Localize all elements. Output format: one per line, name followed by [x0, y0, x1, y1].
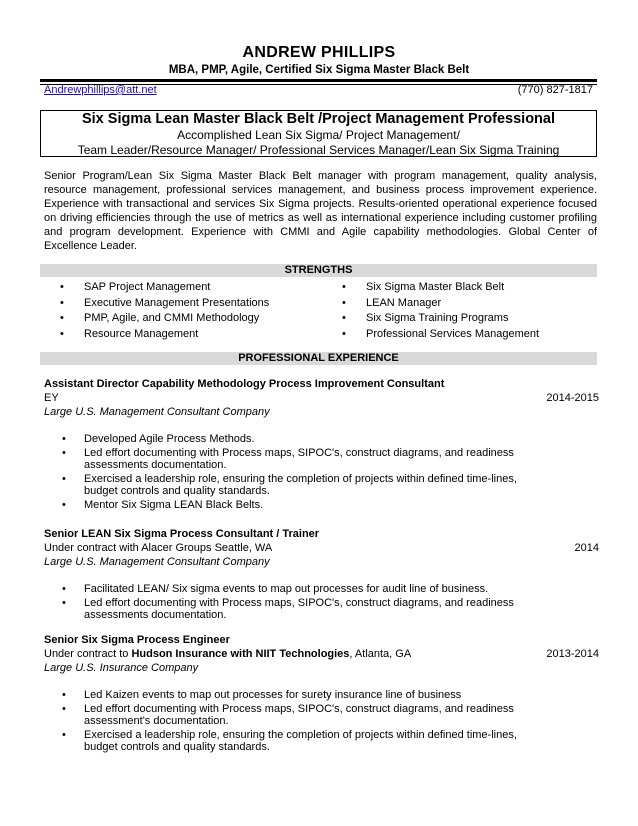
list-item: • Facilitated LEAN/ Six sigma events to map out processes for audit line of business.: [44, 583, 599, 596]
job-title: Assistant Director Capability Methodology Process Improvement Consultant: [44, 378, 445, 390]
list-item: • Exercised a leadership role, ensuring the completion of projects within defined time-lines, budget controls and quality standards.: [44, 473, 599, 498]
experience-heading: PROFESSIONAL EXPERIENCE: [40, 352, 597, 365]
list-item: • Developed Agile Process Methods.: [44, 433, 599, 446]
job-years: 2014: [574, 542, 599, 554]
list-item: • Led Kaizen events to map out processes for surety insurance line of business: [44, 689, 599, 702]
list-item: • Led effort documenting with Process maps, SIPOC's, construct diagrams, and readiness assessments documentation.: [44, 447, 599, 472]
job-bullets: [44, 433, 599, 511]
headline-title: Six Sigma Lean Master Black Belt /Project Management Professional: [81, 111, 556, 127]
job-years: 2014-2015: [546, 392, 599, 404]
headline-box: [40, 110, 597, 157]
strength-item: • Professional Services Management: [342, 327, 597, 343]
list-item: • Led effort documenting with Process maps, SIPOC's, construct diagrams, and readiness assessments documentation.: [44, 597, 599, 622]
strength-item: • Resource Management: [60, 327, 330, 343]
job-company: Large U.S. Management Consultant Company: [44, 556, 270, 568]
job-employer-prefix: Under contract to: [44, 648, 132, 660]
job-employer-row: [44, 391, 599, 405]
headline-subtitle-1: Accomplished Lean Six Sigma/ Project Management/: [177, 128, 460, 142]
job-entry: [44, 633, 599, 755]
list-item: • Exercised a leadership role, ensuring the completion of projects within defined time-lines, budget controls and quality standards.: [44, 729, 599, 754]
job-title: Senior Six Sigma Process Engineer: [44, 634, 230, 646]
strengths-heading: STRENGTHS: [40, 264, 597, 277]
strength-item: • Six Sigma Training Programs: [342, 311, 597, 327]
strengths-right-column: [342, 280, 597, 342]
summary-paragraph: Senior Program/Lean Six Sigma Master Black Belt manager with program management, quality analysis, resource management, professional services management, and business process improvement experience. Experience with transactional and services Six Sigma projects. Results-oriented operational experience focused on driving efficiencies through the use of metrics as well as international experience including customer profiling and program development. Experience with CMMI and Agile capability methodologies. Global Center of Excellence Leader.: [44, 170, 597, 252]
strengths-left-column: [60, 280, 330, 342]
job-entry: [44, 527, 599, 623]
job-company: Large U.S. Insurance Company: [44, 662, 199, 674]
job-employer-row: [44, 647, 599, 661]
list-item: • Mentor Six Sigma LEAN Black Belts.: [44, 499, 599, 512]
job-title: Senior LEAN Six Sigma Process Consultant / Trainer: [44, 528, 320, 540]
job-employer-bold: Hudson Insurance with NIIT Technologies: [131, 648, 350, 660]
header-rule-thick: [40, 79, 597, 82]
job-bullets: [44, 583, 599, 622]
job-years: 2013-2014: [546, 648, 599, 660]
job-employer-row: [44, 541, 599, 555]
resume-name: ANDREW PHILLIPS: [242, 44, 396, 61]
headline-subtitle-2: Team Leader/Resource Manager/ Professional Services Manager/Lean Six Sigma Training: [77, 143, 560, 157]
job-employer: EY: [44, 392, 59, 404]
job-company: Large U.S. Management Consultant Company: [44, 406, 270, 418]
strength-item: • PMP, Agile, and CMMI Methodology: [60, 311, 330, 327]
job-employer-suffix: , Atlanta, GA: [349, 648, 412, 660]
strength-item: • Executive Management Presentations: [60, 296, 330, 312]
list-item: • Led effort documenting with Process maps, SIPOC's, construct diagrams, and readiness assessment's documentation.: [44, 703, 599, 728]
job-bullets: [44, 689, 599, 754]
strength-item: • SAP Project Management: [60, 280, 330, 296]
credentials: MBA, PMP, Agile, Certified Six Sigma Master Black Belt: [168, 64, 470, 76]
job-entry: [44, 377, 599, 512]
strength-item: • LEAN Manager: [342, 296, 597, 312]
job-employer: Under contract with Alacer Groups Seattle, WA: [44, 542, 273, 554]
phone-number: (770) 827-1817: [517, 84, 593, 96]
strength-item: • Six Sigma Master Black Belt: [342, 280, 597, 296]
email-link[interactable]: Andrewphillips@att.net: [44, 84, 157, 96]
